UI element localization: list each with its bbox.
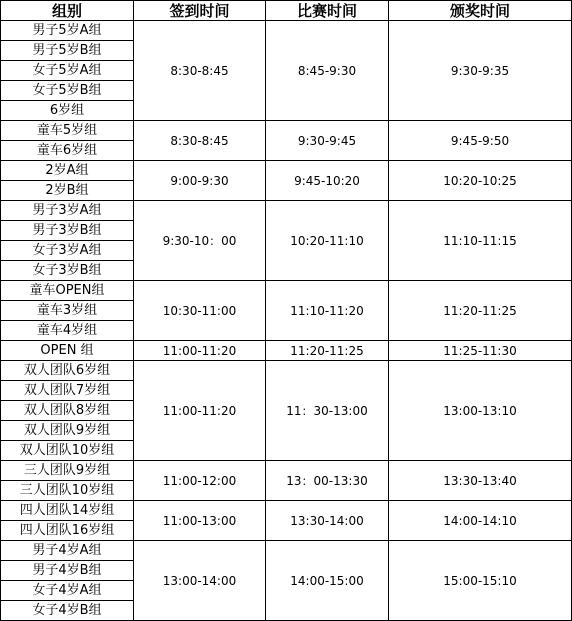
group-name-cell: 男子5岁B组 [1,41,134,61]
race-time-cell: 13:30-14:00 [266,501,389,541]
table-body [1,21,572,621]
group-name-cell: 女子5岁B组 [1,81,134,101]
checkin-time-cell: 11:00-13:00 [134,501,266,541]
checkin-time-cell: 8:30-8:45 [134,21,266,121]
table-row [1,541,572,561]
award-time-cell: 9:45-9:50 [389,121,572,161]
group-name-cell: 双人团队8岁组 [1,401,134,421]
group-name-cell: 三人团队10岁组 [1,481,134,501]
checkin-time-cell: 11:00-11:20 [134,341,266,361]
group-name-cell: 6岁组 [1,101,134,121]
group-name-cell: 童车OPEN组 [1,281,134,301]
table-row [1,461,572,481]
table-row [1,201,572,221]
race-time-cell: 9:45-10:20 [266,161,389,201]
group-name-cell: 男子3岁B组 [1,221,134,241]
header-group: 组别 [1,1,134,21]
group-name-cell: 男子5岁A组 [1,21,134,41]
header-checkin-time: 签到时间 [134,1,266,21]
group-name-cell: 2岁A组 [1,161,134,181]
race-time-cell: 11:20-11:25 [266,341,389,361]
table-row [1,501,572,521]
group-name-cell: 女子5岁A组 [1,61,134,81]
group-name-cell: 2岁B组 [1,181,134,201]
group-name-cell: 童车6岁组 [1,141,134,161]
race-time-cell: 9:30-9:45 [266,121,389,161]
race-time-cell: 11：30-13:00 [266,361,389,461]
group-name-cell: 童车4岁组 [1,321,134,341]
group-name-cell: 男子4岁A组 [1,541,134,561]
group-name-cell: 童车3岁组 [1,301,134,321]
table-row [1,281,572,301]
award-time-cell: 15:00-15:10 [389,541,572,621]
group-name-cell: 童车5岁组 [1,121,134,141]
race-time-cell: 13：00-13:30 [266,461,389,501]
award-time-cell: 14:00-14:10 [389,501,572,541]
group-name-cell: 双人团队7岁组 [1,381,134,401]
group-name-cell: 男子3岁A组 [1,201,134,221]
group-name-cell: 女子4岁B组 [1,601,134,621]
award-time-cell: 9:30-9:35 [389,21,572,121]
award-time-cell: 11:10-11:15 [389,201,572,281]
award-time-cell: 11:25-11:30 [389,341,572,361]
race-time-cell: 11:10-11:20 [266,281,389,341]
group-name-cell: 男子4岁B组 [1,561,134,581]
race-time-cell: 14:00-15:00 [266,541,389,621]
checkin-time-cell: 13:00-14:00 [134,541,266,621]
group-name-cell: 双人团队9岁组 [1,421,134,441]
group-name-cell: 双人团队6岁组 [1,361,134,381]
table-row [1,121,572,141]
checkin-time-cell: 9:30-10：00 [134,201,266,281]
group-name-cell: 四人团队14岁组 [1,501,134,521]
checkin-time-cell: 11:00-12:00 [134,461,266,501]
checkin-time-cell: 11:00-11:20 [134,361,266,461]
table-row [1,21,572,41]
table-row [1,341,572,361]
group-name-cell: OPEN 组 [1,341,134,361]
group-name-cell: 双人团队10岁组 [1,441,134,461]
award-time-cell: 11:20-11:25 [389,281,572,341]
checkin-time-cell: 8:30-8:45 [134,121,266,161]
table-row [1,361,572,381]
race-time-cell: 8:45-9:30 [266,21,389,121]
group-name-cell: 女子4岁A组 [1,581,134,601]
table-header [1,1,572,21]
table-row [1,161,572,181]
award-time-cell: 13:00-13:10 [389,361,572,461]
award-time-cell: 13:30-13:40 [389,461,572,501]
header-row [1,1,572,21]
checkin-time-cell: 9:00-9:30 [134,161,266,201]
group-name-cell: 三人团队9岁组 [1,461,134,481]
checkin-time-cell: 10:30-11:00 [134,281,266,341]
group-name-cell: 四人团队16岁组 [1,521,134,541]
header-race-time: 比赛时间 [266,1,389,21]
award-time-cell: 10:20-10:25 [389,161,572,201]
group-name-cell: 女子3岁A组 [1,241,134,261]
group-name-cell: 女子3岁B组 [1,261,134,281]
header-award-time: 颁奖时间 [389,1,572,21]
race-time-cell: 10:20-11:10 [266,201,389,281]
